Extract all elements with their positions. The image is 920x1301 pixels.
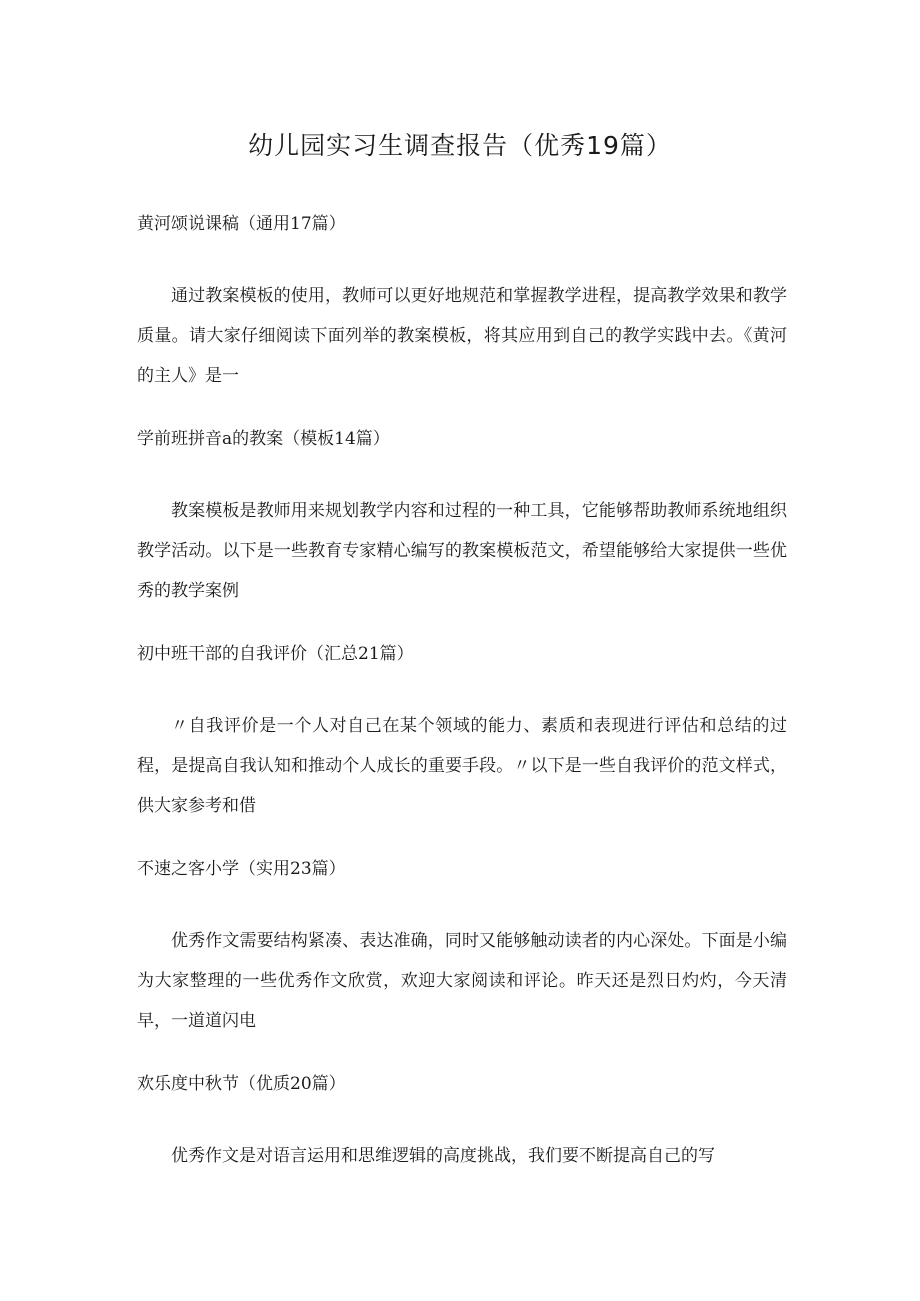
document-title: 幼儿园实习生调查报告（优秀19篇） <box>248 131 672 160</box>
entry-heading-4: 不速之客小学（实用23篇） <box>137 859 346 879</box>
entry-heading-3: 初中班干部的自我评价（汇总21篇） <box>137 644 414 664</box>
entry-heading-1: 黄河颂说课稿（通用17篇） <box>137 214 346 234</box>
entry-summary-1: 通过教案模板的使用，教师可以更好地规范和掌握教学进程，提高教学效果和教学质量。请大家仔细阅读下面列举的教案模板，将其应用到自己的教学实践中去。《黄河的主人》是一 <box>137 286 787 386</box>
entry-heading-5: 欢乐度中秋节（优质20篇） <box>137 1074 346 1094</box>
entry-summary-3: 〃自我评价是一个人对自己在某个领域的能力、素质和表现进行评估和总结的过程，是提高自我认知和推动个人成长的重要手段。〃以下是一些自我评价的范文样式，供大家参考和借 <box>137 716 787 816</box>
entry-summary-2: 教案模板是教师用来规划教学内容和过程的一种工具，它能够帮助教师系统地组织教学活动。以下是一些教育专家精心编写的教案模板范文，希望能够给大家提供一些优秀的教学案例 <box>137 501 787 601</box>
entry-summary-4: 优秀作文需要结构紧凑、表达准确，同时又能够触动读者的内心深处。下面是小编为大家整理的一些优秀作文欣赏，欢迎大家阅读和评论。昨天还是烈日灼灼，今天清早，一道道闪电 <box>137 931 787 1031</box>
entry-summary-5: 优秀作文是对语言运用和思维逻辑的高度挑战，我们要不断提高自己的写 <box>171 1146 715 1166</box>
entry-heading-2: 学前班拼音a的教案（模板14篇） <box>137 429 390 449</box>
